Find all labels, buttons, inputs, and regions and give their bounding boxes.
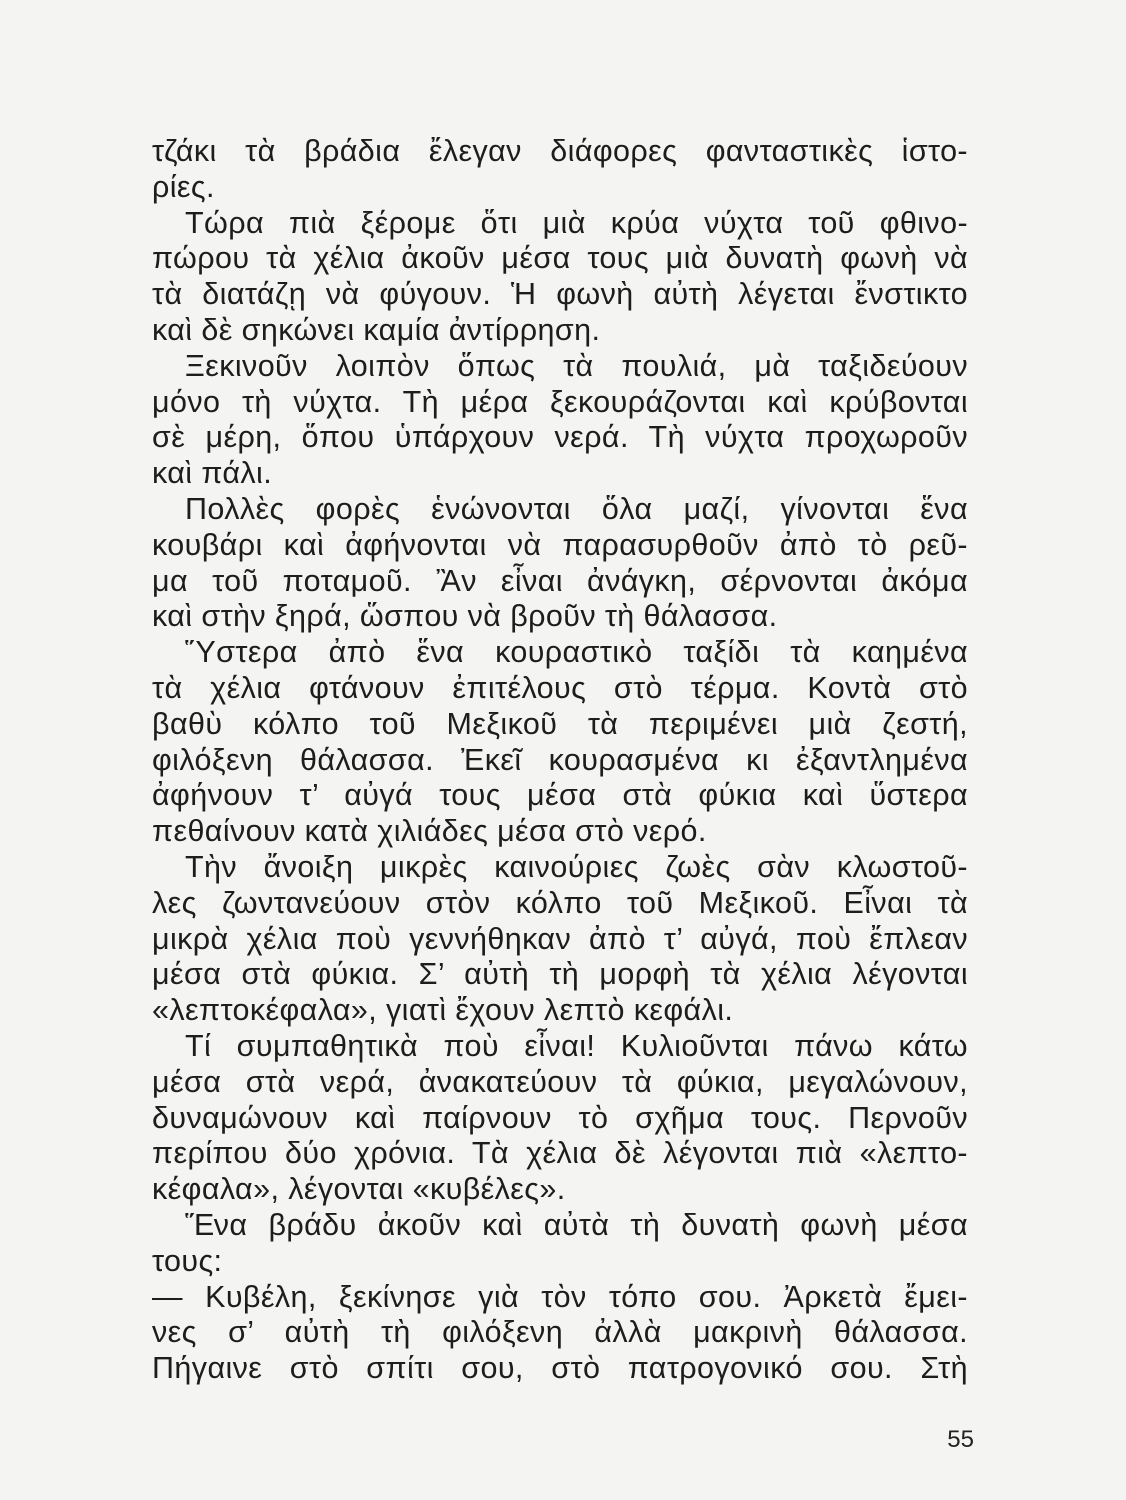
text-line: πώρου τὰ χέλια ἀκοῦν μέσα τους μιὰ δυνατὴ φωνὴ νὰ (152, 241, 968, 276)
text-line: μέσα στὰ φύκια. Σ’ αὐτὴ τὴ μορφὴ τὰ χέλια λέγονται (152, 957, 968, 992)
text-line: πεθαίνουν κατὰ χιλιάδες μέσα στὸ νερό. (152, 814, 707, 849)
body-text (152, 134, 968, 1387)
text-line: περίπου δύο χρόνια. Τὰ χέλια δὲ λέγονται πιὰ «λεπτο- (152, 1136, 968, 1171)
text-line: βαθὺ κόλπο τοῦ Μεξικοῦ τὰ περιμένει μιὰ ζεστή, (152, 706, 968, 741)
text-line: μικρὰ χέλια ποὺ γεννήθηκαν ἀπὸ τ’ αὐγά, ποὺ ἔπλεαν (152, 921, 968, 956)
text-line: νες σ’ αὐτὴ τὴ φιλόξενη ἀλλὰ μακρινὴ θάλασσα. (152, 1315, 968, 1350)
text-line: Πολλὲς φορὲς ἑνώνονται ὅλα μαζί, γίνονται ἕνα (185, 491, 968, 526)
text-line: Τὴν ἄνοιξη μικρὲς καινούριες ζωὲς σὰν κλωστοῦ- (185, 849, 968, 884)
text-line: φιλόξενη θάλασσα. Ἐκεῖ κουρασμένα κι ἐξαντλημένα (152, 742, 968, 777)
text-line: σὲ μέρη, ὅπου ὑπάρχουν νερά. Τὴ νύχτα προχωροῦν (152, 420, 968, 455)
text-line: «λεπτοκέφαλα», γιατὶ ἔχουν λεπτὸ κεφάλι. (152, 993, 734, 1028)
text-line: τους: (152, 1243, 223, 1278)
text-line: δυναμώνουν καὶ παίρνουν τὸ σχῆμα τους. Περνοῦν (152, 1100, 968, 1135)
text-line: λες ζωντανεύουν στὸν κόλπο τοῦ Μεξικοῦ. Εἶναι τὰ (152, 885, 968, 920)
page-number: 55 (947, 1426, 974, 1453)
text-line: μα τοῦ ποταμοῦ. Ἂν εἶναι ἀνάγκη, σέρνονται ἀκόμα (152, 563, 968, 598)
text-line: ρίες. (152, 169, 215, 204)
text-line: Πήγαινε στὸ σπίτι σου, στὸ πατρογονικό σου. Στὴ (152, 1351, 968, 1386)
text-line: τὰ διατάζῃ νὰ φύγουν. Ἡ φωνὴ αὐτὴ λέγεται ἔνστικτο (152, 277, 968, 312)
text-line: Τώρα πιὰ ξέρομε ὅτι μιὰ κρύα νύχτα τοῦ φθινο- (185, 205, 968, 240)
text-line: Τί συμπαθητικὰ ποὺ εἶναι! Κυλιοῦνται πάνω κάτω (185, 1028, 968, 1063)
text-line: Ἕνα βράδυ ἀκοῦν καὶ αὐτὰ τὴ δυνατὴ φωνὴ μέσα (185, 1207, 968, 1242)
text-line: καὶ στὴν ξηρά, ὥσπου νὰ βροῦν τὴ θάλασσα. (152, 599, 778, 634)
text-line: καὶ δὲ σηκώνει καμία ἀντίρρηση. (152, 312, 601, 347)
text-line: μόνο τὴ νύχτα. Τὴ μέρα ξεκουράζονται καὶ κρύβονται (152, 384, 968, 419)
text-line: τὰ χέλια φτάνουν ἐπιτέλους στὸ τέρμα. Κοντὰ στὸ (152, 670, 968, 705)
text-line: μέσα στὰ νερά, ἀνακατεύουν τὰ φύκια, μεγαλώνουν, (152, 1064, 968, 1099)
text-line: κέφαλα», λέγονται «κυβέλες». (152, 1172, 566, 1207)
text-line: Ὕστερα ἀπὸ ἕνα κουραστικὸ ταξίδι τὰ καημένα (185, 635, 968, 670)
text-line: Ξεκινοῦν λοιπὸν ὅπως τὰ πουλιά, μὰ ταξιδεύουν (185, 348, 968, 383)
text-line: κουβάρι καὶ ἀφήνονται νὰ παρασυρθοῦν ἀπὸ τὸ ρεῦ- (152, 527, 968, 562)
text-line: ἀφήνουν τ’ αὐγά τους μέσα στὰ φύκια καὶ ὕστερα (152, 778, 968, 813)
text-line: καὶ πάλι. (152, 456, 273, 491)
text-line: — Κυβέλη, ξεκίνησε γιὰ τὸν τόπο σου. Ἀρκετὰ ἔμει- (152, 1279, 968, 1314)
text-line: τζάκι τὰ βράδια ἔλεγαν διάφορες φανταστικὲς ἱστο- (152, 134, 968, 168)
